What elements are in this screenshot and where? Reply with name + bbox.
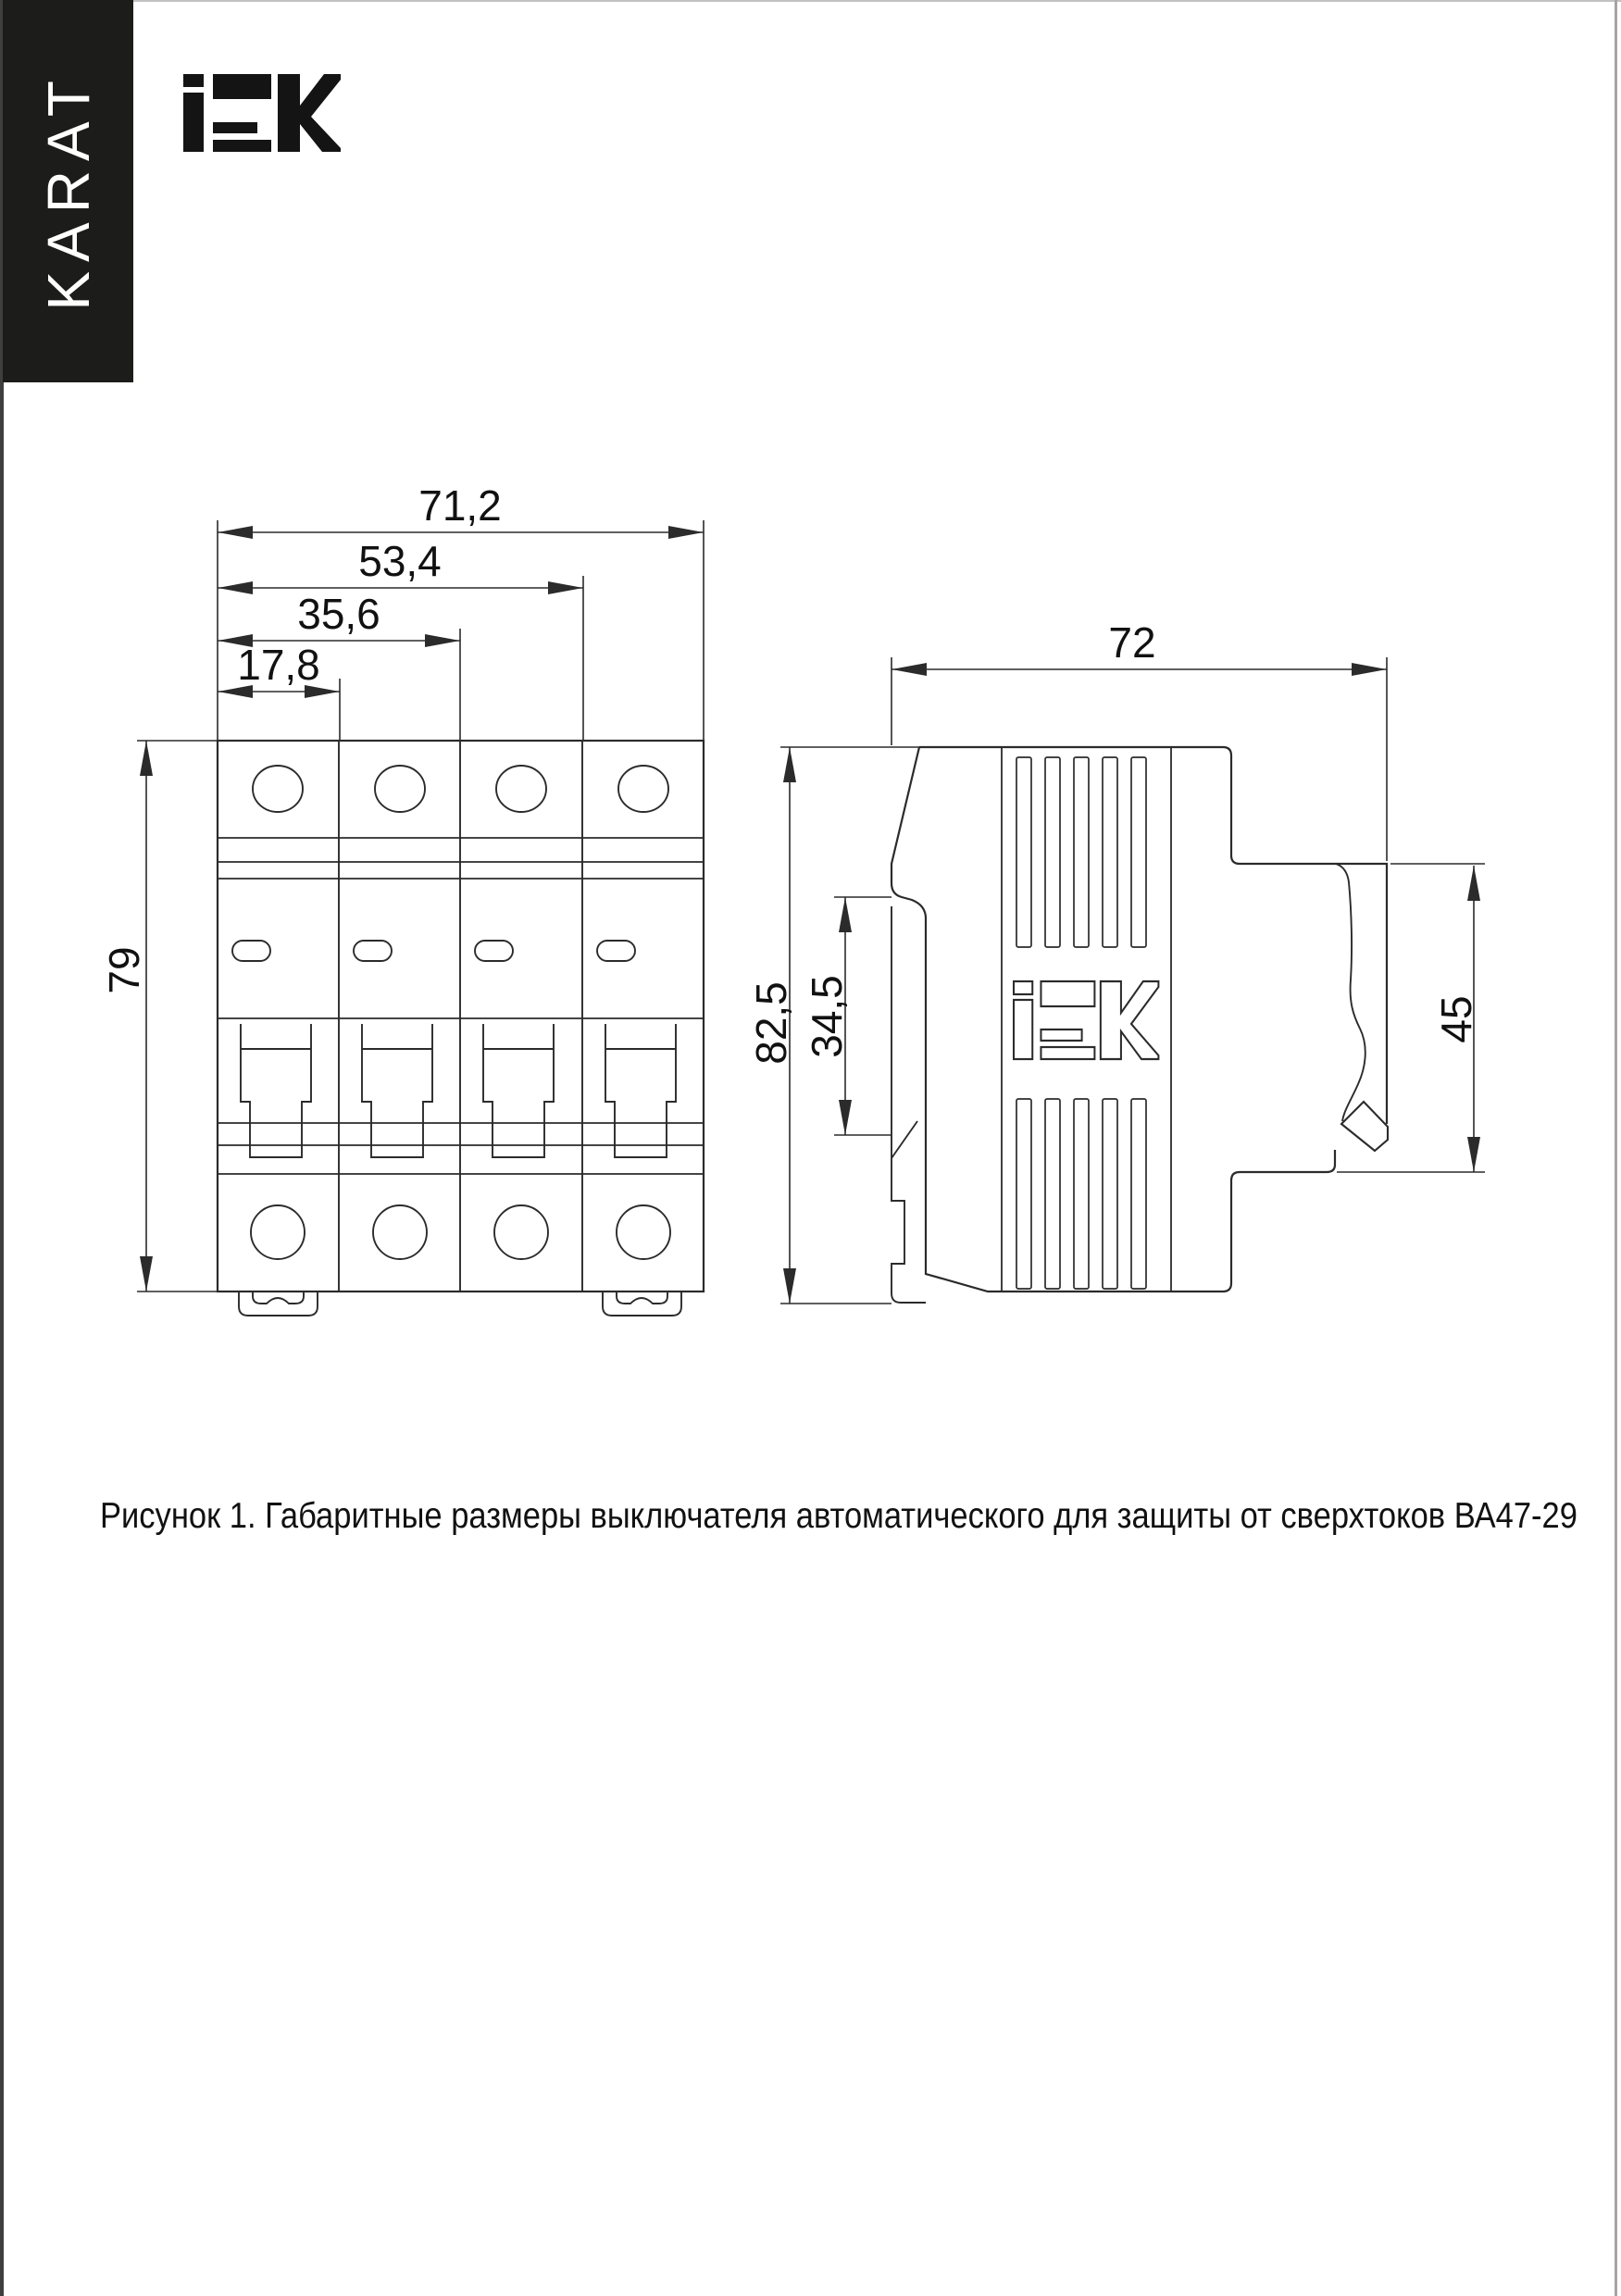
toggle-lever-side xyxy=(1341,1102,1388,1151)
vent-slots xyxy=(1016,757,1146,1289)
breaker-body-side xyxy=(892,747,1387,1292)
iek-logo-outline-icon xyxy=(1014,981,1158,1059)
marking-windows xyxy=(232,941,635,961)
dim-label-width-3: 53,4 xyxy=(358,537,442,585)
din-clip-tabs xyxy=(239,1292,681,1316)
front-view-dimensions xyxy=(100,481,704,1292)
din-rail-clip xyxy=(892,906,926,1303)
pole-dividers xyxy=(339,741,582,1292)
dim-label-height-total: 82,5 xyxy=(747,981,795,1065)
dim-label-width-2: 35,6 xyxy=(297,590,380,638)
dim-label-depth: 72 xyxy=(1108,618,1156,667)
dim-label-width-total: 71,2 xyxy=(418,481,502,530)
front-view xyxy=(218,741,704,1316)
handle-recess xyxy=(1336,864,1365,1121)
figure-caption: Рисунок 1. Габаритные размеры выключателя автоматического для защиты от сверхтоков ВА47-29 xyxy=(100,1496,1577,1536)
dim-label-front-height: 45 xyxy=(1432,995,1480,1043)
side-view-dimensions xyxy=(747,618,1485,1304)
side-view xyxy=(892,747,1388,1303)
karat-brand-label: KARAT xyxy=(34,71,102,311)
toggle-handles xyxy=(241,1024,676,1157)
dim-label-din-height: 34,5 xyxy=(803,975,851,1058)
dim-label-height: 79 xyxy=(100,946,148,994)
dim-label-width-1: 17,8 xyxy=(237,641,320,689)
